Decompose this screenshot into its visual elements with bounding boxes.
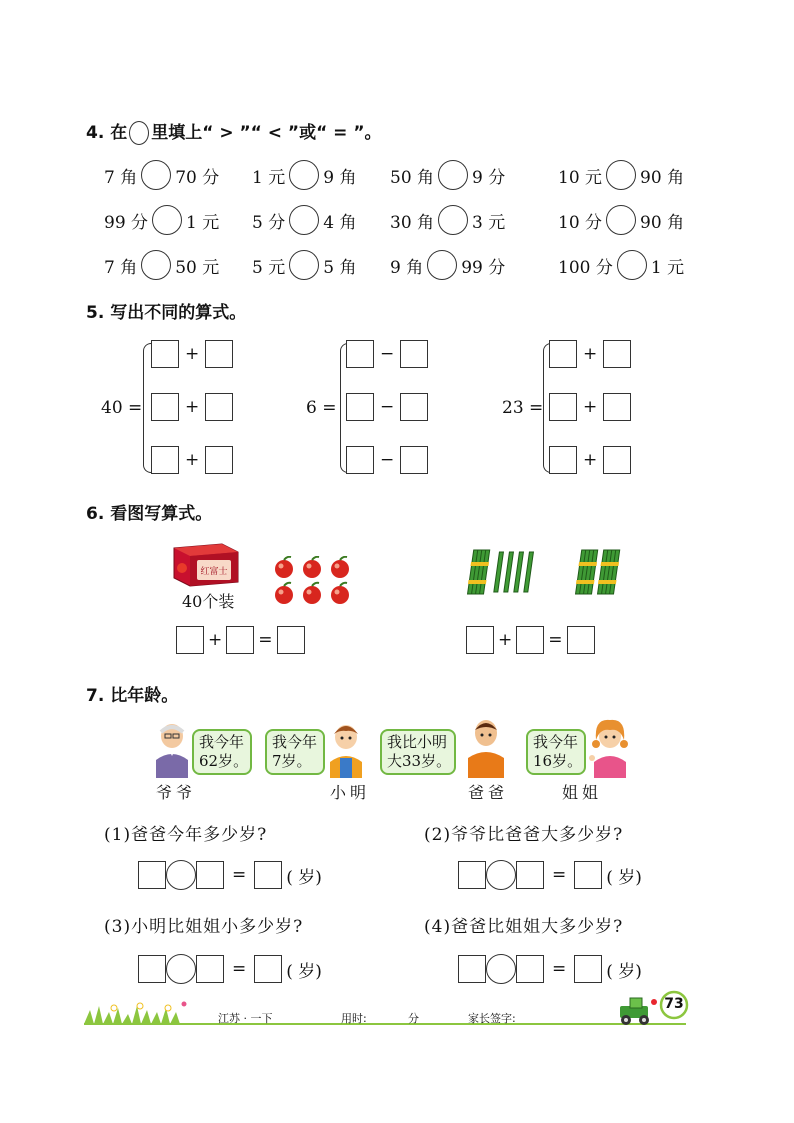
apple-box-caption: 40个装 [182,592,235,611]
footer-sign-label: 家长签字: [468,1012,516,1025]
comparison-circle-input[interactable] [606,160,636,190]
q4-title-pre: . 在 [97,123,128,143]
answer-box[interactable] [574,861,602,889]
grandpa-icon [150,720,194,778]
q5-number: 5 [86,303,98,323]
comparison-circle-input[interactable] [438,160,468,190]
q5-title-text: . 写出不同的算式。 [97,303,247,323]
speech-bubble-father [380,729,456,775]
comparison-item [252,160,356,190]
answer-box[interactable] [516,955,544,983]
equals-sign: = [232,865,247,885]
q4-number: 4 [86,123,98,143]
answer-box[interactable] [549,340,577,368]
equation-total: 23 = [502,398,544,418]
equals-sign: = [232,959,247,979]
answer-box[interactable] [196,955,224,983]
answer-box[interactable] [516,861,544,889]
answer-box[interactable] [466,626,494,654]
unit-label: ( 岁) [606,867,642,888]
comparison-right-value: 1 元 [186,212,220,233]
apple-icon [275,583,293,604]
plus-sign: + [208,630,223,650]
q7-number: 7 [86,686,98,706]
comparison-item [390,250,505,280]
comparison-right-value: 5 角 [323,257,357,278]
comparison-right-value: 50 元 [175,257,220,278]
bubble-line: 我今年 [199,733,245,751]
operator-sign: − [380,344,395,364]
answer-box[interactable] [603,340,631,368]
apple-box-icon [170,534,242,588]
apple-icon [303,557,321,578]
bubble-line: 我今年 [533,733,579,751]
speech-bubble-sister [526,729,586,775]
apples-group-icon [270,556,356,608]
comparison-right-value: 3 元 [472,212,506,233]
comparison-left-value: 7 角 [104,257,138,278]
operator-circle-input[interactable] [166,860,196,890]
father-icon [464,716,508,778]
equals-sign: = [548,630,563,650]
answer-box[interactable] [254,861,282,889]
operator-circle-input[interactable] [486,860,516,890]
name-grandpa: 爷爷 [156,783,197,802]
operator-sign: + [583,344,598,364]
comparison-item [104,205,219,235]
answer-box[interactable] [205,340,233,368]
answer-box[interactable] [400,393,428,421]
plus-sign: + [498,630,513,650]
answer-box[interactable] [346,340,374,368]
answer-box[interactable] [574,955,602,983]
equals-sign: = [258,630,273,650]
comparison-item [104,250,219,280]
two-bundles-icon [568,548,628,598]
apple-icon [303,583,321,604]
footer-edition: 江苏 · 一下 [218,1012,273,1025]
comparison-left-value: 9 角 [390,257,424,278]
age-equation-row [458,860,642,890]
comparison-left-value: 50 角 [390,167,435,188]
page-number: 73 [664,996,684,1012]
equation-row [151,393,233,421]
equation-total: 40 = [101,398,143,418]
q6-equation-right [466,626,595,654]
answer-box[interactable] [346,393,374,421]
q6-title [86,499,212,524]
speech-bubble-grandpa [192,729,252,775]
answer-box[interactable] [603,393,631,421]
q4-title [86,118,382,145]
comparison-circle-input[interactable] [141,160,171,190]
bubble-line: 大33岁。 [387,752,452,770]
comparison-right-value: 1 元 [650,257,685,278]
grass-flowers-icon [84,996,196,1024]
answer-box[interactable] [567,626,595,654]
answer-box[interactable] [458,861,486,889]
operator-sign: + [583,397,598,417]
q7-sub-question-1: (1)爸爸今年多少岁? [104,825,268,845]
comparison-right-value: 99 分 [461,257,506,278]
name-sister: 姐姐 [562,783,603,802]
answer-box[interactable] [603,446,631,474]
comparison-circle-input[interactable] [289,250,319,280]
operator-sign: − [380,397,395,417]
sister-icon [586,718,632,778]
q7-sub-question-2: (2)爷爷比爸爸大多少岁? [424,825,624,845]
answer-box[interactable] [549,446,577,474]
answer-box[interactable] [151,446,179,474]
footer-time-label: 用时: [341,1012,367,1025]
comparison-circle-input[interactable] [438,205,468,235]
comparison-right-value: 9 角 [323,167,357,188]
footer-line [84,1023,686,1025]
name-xiaoming: 小明 [330,783,371,802]
comparison-right-value: 4 角 [323,212,357,233]
age-equation-row [138,954,322,984]
answer-box[interactable] [151,393,179,421]
answer-box[interactable] [176,626,204,654]
comparison-right-value: 70 分 [175,167,220,188]
name-father: 爸爸 [468,783,509,802]
comparison-circle-input[interactable] [427,250,457,280]
q7-title [86,681,178,706]
answer-box[interactable] [516,626,544,654]
comparison-left-value: 5 元 [252,257,286,278]
bubble-line: 16岁。 [533,752,583,770]
footer-time-unit: 分 [408,1012,419,1025]
comparison-item [252,250,356,280]
circle-symbol-icon [129,121,149,145]
comparison-left-value: 100 分 [558,257,613,278]
comparison-circle-input[interactable] [289,205,319,235]
apple-icon [331,557,349,578]
comparison-left-value: 10 元 [558,167,603,188]
answer-box[interactable] [254,955,282,983]
q6-number: 6 [86,504,98,524]
tractor-icon [616,996,658,1026]
comparison-item [252,205,356,235]
comparison-circle-input[interactable] [289,160,319,190]
equation-row [346,340,428,368]
equals-sign: = [552,865,567,885]
q6-equation-left [176,626,305,654]
q5-title [86,298,246,323]
bundle-and-sticks-icon [460,548,542,598]
equation-row [151,446,233,474]
equation-row [346,446,428,474]
operator-sign: + [583,450,598,470]
equals-sign: = [552,959,567,979]
bubble-line: 我今年 [272,733,318,751]
comparison-circle-input[interactable] [606,205,636,235]
equation-row [549,393,631,421]
age-equation-row [458,954,642,984]
comparison-item [558,250,684,280]
comparison-item [558,160,684,190]
unit-label: ( 岁) [286,867,322,888]
comparison-left-value: 10 分 [558,212,603,233]
q7-title-text: . 比年龄。 [97,686,179,706]
q7-sub-question-4: (4)爸爸比姐姐大多少岁? [424,917,624,937]
comparison-right-value: 90 角 [640,167,685,188]
comparison-left-value: 99 分 [104,212,149,233]
bubble-line: 我比小明 [387,733,448,751]
speech-bubble-xiaoming [265,729,325,775]
apple-icon [331,583,349,604]
comparison-left-value: 7 角 [104,167,138,188]
operator-circle-input[interactable] [486,954,516,984]
answer-box[interactable] [400,340,428,368]
answer-box[interactable] [400,446,428,474]
answer-box[interactable] [151,340,179,368]
xiaoming-icon [326,720,366,778]
equation-row [346,393,428,421]
answer-box[interactable] [277,626,305,654]
answer-box[interactable] [205,446,233,474]
comparison-item [558,205,684,235]
operator-sign: + [185,397,200,417]
operator-sign: + [185,450,200,470]
operator-sign: − [380,450,395,470]
comparison-circle-input[interactable] [141,250,171,280]
comparison-item [104,160,219,190]
q6-title-text: . 看图写算式。 [97,504,213,524]
age-equation-row [138,860,322,890]
bubble-line: 62岁。 [199,752,249,770]
comparison-left-value: 30 角 [390,212,435,233]
answer-box[interactable] [226,626,254,654]
unit-label: ( 岁) [606,961,642,982]
answer-box[interactable] [205,393,233,421]
apple-icon [275,557,293,578]
answer-box[interactable] [458,955,486,983]
equation-row [151,340,233,368]
comparison-right-value: 9 分 [472,167,506,188]
q7-sub-question-3: (3)小明比姐姐小多少岁? [104,917,304,937]
comparison-left-value: 1 元 [252,167,286,188]
comparison-item [390,205,505,235]
comparison-circle-input[interactable] [152,205,182,235]
equation-row [549,446,631,474]
q4-title-post: 里填上“ > ”“ < ”或“ = ”。 [151,123,382,143]
comparison-right-value: 90 角 [640,212,685,233]
answer-box[interactable] [346,446,374,474]
equation-total: 6 = [306,398,337,418]
answer-box[interactable] [138,861,166,889]
answer-box[interactable] [196,861,224,889]
answer-box[interactable] [138,955,166,983]
operator-circle-input[interactable] [166,954,196,984]
apple-box-label: 红富士 [200,567,228,577]
comparison-item [390,160,505,190]
equation-row [549,340,631,368]
unit-label: ( 岁) [286,961,322,982]
comparison-left-value: 5 分 [252,212,286,233]
operator-sign: + [185,344,200,364]
comparison-circle-input[interactable] [617,250,647,280]
bubble-line: 7岁。 [272,752,312,770]
answer-box[interactable] [549,393,577,421]
